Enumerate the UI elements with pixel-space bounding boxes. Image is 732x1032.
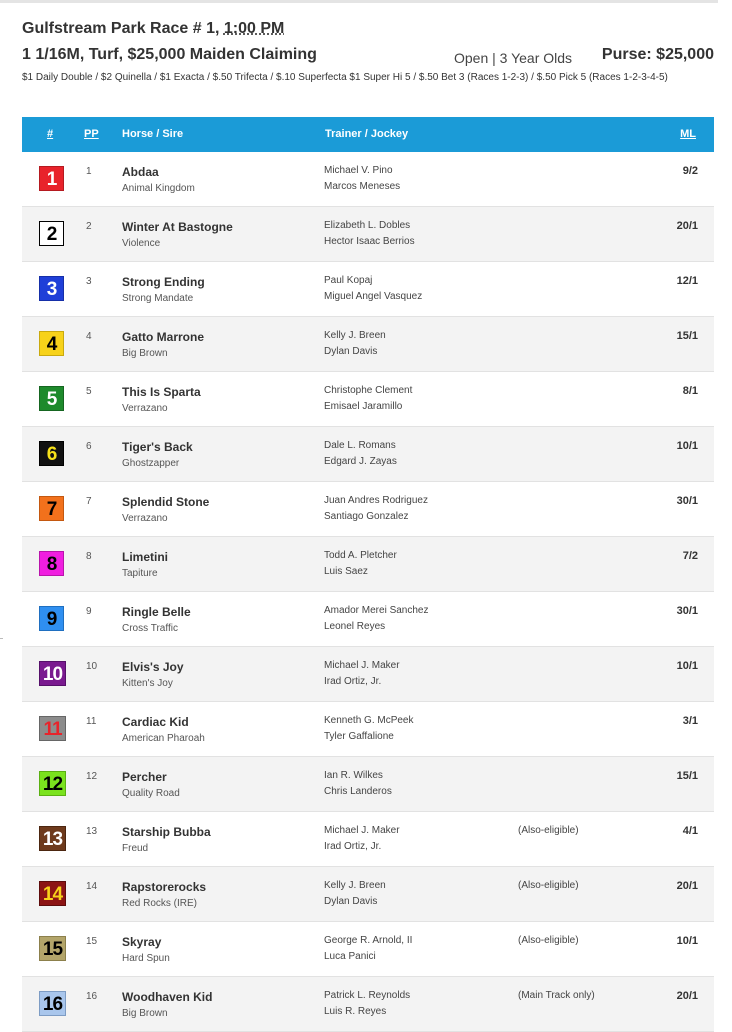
saddle-cloth-number: 14 [39,881,66,906]
sire-name: Violence [122,238,161,249]
post-time[interactable]: 1:00 PM [223,20,285,37]
col-morning-line[interactable]: ML [680,128,696,140]
sire-name: Tapiture [122,568,158,579]
table-row [22,757,714,812]
col-program-number[interactable]: # [47,128,54,140]
sire-name: Cross Traffic [122,623,178,634]
jockey-name: Luis Saez [324,566,368,577]
saddle-cloth-number: 8 [39,551,64,576]
table-row [22,207,714,262]
entry-note: (Also-eligible) [518,880,579,891]
post-position: 3 [86,276,92,287]
jockey-name: Chris Landeros [324,786,392,797]
morning-line-odds: 10/1 [676,935,698,947]
saddle-cloth-number: 9 [39,606,64,631]
trainer-name: Patrick L. Reynolds [324,990,411,1001]
morning-line-odds: 12/1 [676,275,698,287]
horse-name[interactable]: Elvis's Joy [122,660,184,674]
trainer-name: Elizabeth L. Dobles [324,220,411,231]
post-position: 13 [86,826,98,837]
table-body [22,152,714,1032]
morning-line-odds: 20/1 [676,220,698,232]
jockey-name: Edgard J. Zayas [324,456,397,467]
sire-name: Animal Kingdom [122,183,195,194]
entry-note: (Main Track only) [518,990,595,1001]
sire-name: Freud [122,843,149,854]
table-row [22,922,714,977]
trainer-name: George R. Arnold, II [324,935,413,946]
entries-table [22,117,714,1032]
entry-note: (Also-eligible) [518,825,579,836]
sire-name: Strong Mandate [122,293,194,304]
post-position: 4 [86,331,92,342]
post-position: 10 [86,661,98,672]
horse-name[interactable]: This Is Sparta [122,385,201,399]
horse-name[interactable]: Skyray [122,935,162,949]
morning-line-odds: 30/1 [676,605,698,617]
trainer-name: Juan Andres Rodriguez [324,495,428,506]
sire-name: Verrazano [122,403,168,414]
col-trainer-jockey: Trainer / Jockey [325,128,409,140]
sire-name: Quality Road [122,788,180,799]
horse-name[interactable]: Ringle Belle [122,605,191,619]
saddle-cloth-number: 6 [39,441,64,466]
horse-name[interactable]: Rapstorerocks [122,880,207,894]
trainer-name: Kenneth G. McPeek [324,715,414,726]
wager-types: $1 Daily Double / $2 Quinella / $1 Exacta / $.50 Trifecta / $.10 Superfecta $1 Super Hi 5 / $.50 Bet 3 (Races 1-2-3) / $.50 Pick 5 (Races 1-2-3-4-5) [22,72,668,83]
post-position: 16 [86,991,98,1002]
horse-name[interactable]: Splendid Stone [122,495,210,509]
jockey-name: Dylan Davis [324,346,378,357]
jockey-name: Santiago Gonzalez [324,511,409,522]
jockey-name: Irad Ortiz, Jr. [324,676,382,687]
post-position: 5 [86,386,92,397]
table-row [22,372,714,427]
horse-name[interactable]: Starship Bubba [122,825,211,839]
table-row [22,647,714,702]
horse-name[interactable]: Gatto Marrone [122,330,205,344]
morning-line-odds: 10/1 [676,660,698,672]
saddle-cloth-number: 15 [39,936,66,961]
horse-name[interactable]: Abdaa [122,165,159,179]
saddle-cloth-number: 1 [39,166,64,191]
saddle-cloth-number: 13 [39,826,66,851]
saddle-cloth-number: 4 [39,331,64,356]
saddle-cloth-number: 11 [39,716,66,741]
sire-name: Hard Spun [122,953,170,964]
morning-line-odds: 20/1 [676,990,698,1002]
trainer-name: Kelly J. Breen [324,880,386,891]
saddle-cloth-number: 5 [39,386,64,411]
trainer-name: Michael V. Pino [324,165,393,176]
trainer-name: Christophe Clement [324,385,413,396]
trainer-name: Kelly J. Breen [324,330,386,341]
jockey-name: Irad Ortiz, Jr. [324,841,382,852]
jockey-name: Luca Panici [324,951,376,962]
morning-line-odds: 4/1 [682,825,698,837]
table-row [22,152,714,207]
col-horse-sire: Horse / Sire [122,128,184,140]
table-row [22,427,714,482]
horse-name[interactable]: Percher [122,770,167,784]
morning-line-odds: 7/2 [682,550,698,562]
jockey-name: Marcos Meneses [324,181,401,192]
morning-line-odds: 20/1 [676,880,698,892]
race-conditions: 1 1/16M, Turf, $25,000 Maiden Claiming [22,46,317,63]
trainer-name: Michael J. Maker [324,825,400,836]
race-eligibility: Open | 3 Year Olds [454,50,573,66]
morning-line-odds: 10/1 [676,440,698,452]
post-position: 15 [86,936,98,947]
horse-name[interactable]: Limetini [122,550,169,564]
morning-line-odds: 9/2 [682,165,698,177]
jockey-name: Emisael Jaramillo [324,401,403,412]
post-position: 2 [86,221,92,232]
morning-line-odds: 3/1 [682,715,698,727]
race-purse: Purse: $25,000 [601,46,714,63]
saddle-cloth-number: 7 [39,496,64,521]
table-row [22,262,714,317]
jockey-name: Dylan Davis [324,896,378,907]
sire-name: Big Brown [122,1008,168,1019]
table-row [22,592,714,647]
trainer-name: Amador Merei Sanchez [324,605,429,616]
top-divider [0,0,718,3]
entry-note: (Also-eligible) [518,935,579,946]
saddle-cloth-number: 10 [39,661,66,686]
post-position: 12 [86,771,98,782]
trainer-name: Dale L. Romans [324,440,396,451]
table-row [22,537,714,592]
table-row [22,317,714,372]
jockey-name: Leonel Reyes [324,621,386,632]
saddle-cloth-number: 16 [39,991,66,1016]
morning-line-odds: 30/1 [676,495,698,507]
sire-name: Verrazano [122,513,168,524]
horse-name[interactable]: Tiger's Back [122,440,193,454]
saddle-cloth-number: 2 [39,221,64,246]
col-post-position[interactable]: PP [84,128,99,140]
scroll-tick [0,638,3,639]
table-row [22,867,714,922]
race-title [22,20,716,42]
trainer-name: Michael J. Maker [324,660,400,671]
saddle-cloth-number: 12 [39,771,66,796]
sire-name: American Pharoah [122,733,205,744]
horse-name[interactable]: Winter At Bastogne [122,220,233,234]
table-header [22,117,714,152]
saddle-cloth-number: 3 [39,276,64,301]
morning-line-odds: 8/1 [682,385,698,397]
jockey-name: Tyler Gaffalione [324,731,394,742]
morning-line-odds: 15/1 [676,330,698,342]
trainer-name: Ian R. Wilkes [324,770,383,781]
sire-name: Ghostzapper [122,458,180,469]
table-row [22,482,714,537]
sire-name: Red Rocks (IRE) [122,898,198,909]
horse-name[interactable]: Woodhaven Kid [122,990,213,1004]
post-position: 8 [86,551,92,562]
trainer-name: Paul Kopaj [324,275,373,286]
sire-name: Kitten's Joy [122,678,173,689]
morning-line-odds: 15/1 [676,770,698,782]
race-header [22,20,716,85]
post-position: 11 [86,716,97,727]
sire-name: Big Brown [122,348,168,359]
jockey-name: Hector Isaac Berrios [324,236,415,247]
horse-name[interactable]: Cardiac Kid [122,715,189,729]
post-position: 1 [86,166,92,177]
table-row [22,812,714,867]
table-row [22,702,714,757]
track-race-label: Gulfstream Park Race # 1, [22,20,224,37]
post-position: 14 [86,881,98,892]
post-position: 7 [86,496,92,507]
horse-name[interactable]: Strong Ending [122,275,205,289]
post-position: 9 [86,606,92,617]
jockey-name: Luis R. Reyes [324,1006,387,1017]
post-position: 6 [86,441,92,452]
trainer-name: Todd A. Pletcher [324,550,397,561]
jockey-name: Miguel Angel Vasquez [324,291,423,302]
